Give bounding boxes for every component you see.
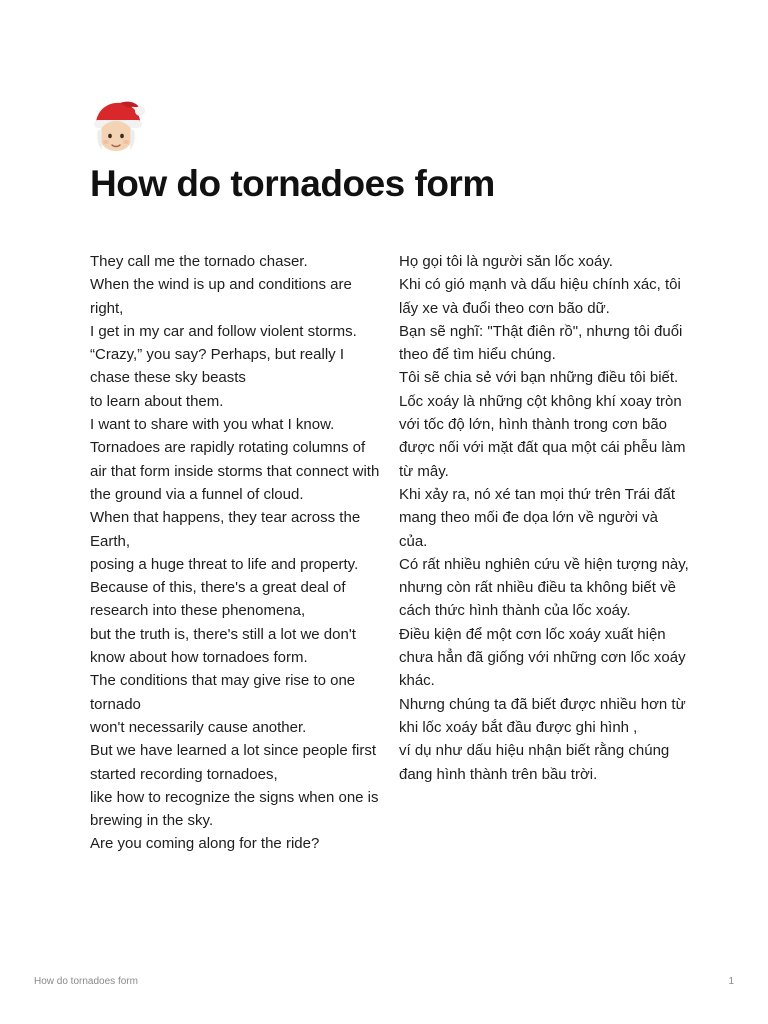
english-line: When that happens, they tear across the Earth, [90, 509, 361, 550]
english-line: I want to share with you what I know. [90, 416, 335, 434]
santa-icon [90, 96, 146, 156]
vietnamese-line: Tôi sẽ chia sẻ với bạn những điều tôi biết. [399, 369, 679, 387]
english-line: like how to recognize the signs when one is brewing in the sky. [90, 788, 379, 830]
vietnamese-line: ví dụ như dấu hiệu nhận biết rằng chúng đang hình thành trên bầu trời. [399, 742, 670, 783]
english-line: Tornadoes are rapidly rotating columns of air that form inside storms that connect with the ground via a funnel of cloud. [90, 439, 380, 503]
english-line: to learn about them. [90, 392, 224, 410]
vietnamese-column [399, 250, 689, 786]
english-line: “Crazy,” you say? Perhaps, but really I chase these sky beasts [90, 346, 344, 387]
english-line: won't necessarily cause another. [90, 718, 307, 736]
vietnamese-line: mang theo mối đe dọa lớn về người và của. [399, 509, 659, 550]
vietnamese-line: nhưng còn rất nhiều điều ta không biết về cách thức hình thành của lốc xoáy. [399, 579, 676, 620]
english-line: The conditions that may give rise to one tornado [90, 672, 356, 713]
english-line: posing a huge threat to life and property. [90, 555, 359, 573]
english-line: They call me the tornado chaser. [90, 253, 308, 270]
footer-document-title: How do tornadoes form [34, 976, 138, 987]
english-line: When the wind is up and conditions are right, [90, 276, 352, 317]
vietnamese-line: Khi xảy ra, nó xé tan mọi thứ trên Trái đất [399, 485, 676, 503]
vietnamese-line: Khi có gió mạnh và dấu hiệu chính xác, tôi lấy xe và đuổi theo cơn bão dữ. [399, 276, 681, 317]
vietnamese-line: Lốc xoáy là những cột không khí xoay tròn với tốc độ lớn, hình thành trong cơn bão [399, 392, 682, 434]
english-line: but the truth is, there's still a lot we don't know about how tornadoes form. [90, 625, 356, 667]
vietnamese-line: Nhưng chúng ta đã biết được nhiều hơn từ khi lốc xoáy bắt đầu được ghi hình , [399, 695, 686, 736]
english-line: But we have learned a lot since people first started recording tornadoes, [90, 742, 377, 783]
english-line: Because of this, there's a great deal of research into these phenomena, [90, 579, 346, 620]
vietnamese-line: Họ gọi tôi là người săn lốc xoáy. [399, 253, 613, 270]
vietnamese-line: Điều kiện để một cơn lốc xoáy xuất hiện [399, 625, 666, 643]
english-line: I get in my car and follow violent storms. [90, 322, 357, 340]
vietnamese-line: được nối với mặt đất qua một cái phễu làm từ mây. [399, 439, 686, 480]
vietnamese-line: chưa hẳn đã giống với những cơn lốc xoáy khác. [399, 649, 686, 690]
page-title: How do tornadoes form [90, 163, 495, 204]
footer-page-number: 1 [728, 976, 734, 987]
vietnamese-line: Có rất nhiều nghiên cứu về hiện tượng này, [399, 555, 689, 573]
english-line: Are you coming along for the ride? [90, 835, 320, 853]
vietnamese-line: Bạn sẽ nghĩ: "Thật điên rồ", nhưng tôi đuổi theo để tìm hiểu chúng. [399, 322, 683, 364]
english-column [90, 250, 380, 856]
